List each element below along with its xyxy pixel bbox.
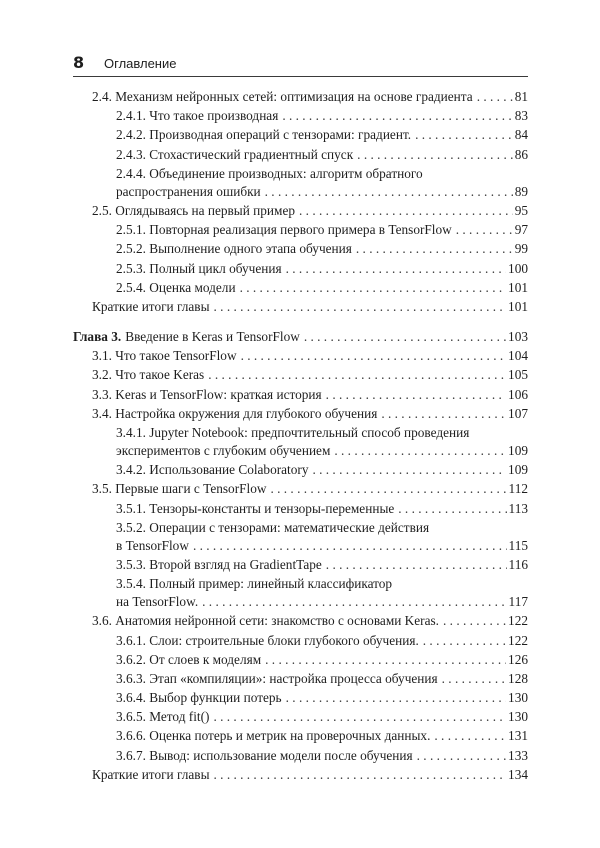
toc-page-number: 101 [508, 279, 528, 295]
dot-leader [286, 260, 506, 278]
toc-page-number: 100 [508, 260, 528, 276]
toc-entry-title: 3.6.5. Метод fit() [116, 709, 210, 725]
toc-entry[interactable] [73, 240, 528, 258]
toc-entry[interactable] [73, 708, 528, 726]
toc-entry[interactable] [73, 689, 528, 707]
toc-page-number: 97 [514, 222, 528, 238]
toc-entry[interactable] [73, 651, 528, 669]
toc-entry[interactable] [73, 461, 528, 479]
toc-entry[interactable] [73, 221, 528, 239]
toc-entry[interactable] [73, 747, 528, 765]
toc-entry[interactable] [73, 727, 528, 745]
dot-leader [415, 126, 513, 144]
dot-leader [202, 593, 506, 611]
toc-entry-title: Краткие итоги главы [92, 298, 210, 314]
toc-entry[interactable] [73, 126, 528, 144]
toc-page-number: 126 [508, 651, 528, 667]
dot-leader [334, 442, 506, 460]
toc-entry-title: 2.4.1. Что такое производная [116, 108, 279, 124]
toc-entry-title: 3.6.7. Вывод: использование модели после обучения [116, 747, 413, 763]
dot-leader [326, 556, 507, 574]
toc-entry[interactable] [73, 279, 528, 297]
dot-leader [442, 670, 506, 688]
dot-leader [456, 221, 513, 239]
toc-entry-title: 3.5. Первые шаги с TensorFlow [92, 481, 267, 497]
toc-page-number: 107 [508, 405, 528, 421]
page-header [73, 52, 528, 77]
dot-leader [208, 366, 506, 384]
table-of-contents [73, 88, 528, 785]
toc-entry-title: Введение в Keras и TensorFlow [125, 329, 300, 345]
toc-entry-title: 2.4. Механизм нейронных сетей: оптимизация на основе градиента [92, 89, 473, 104]
toc-entry-title: 3.1. Что такое TensorFlow [92, 348, 237, 364]
toc-page-number: 84 [514, 127, 528, 143]
toc-page-number: 104 [508, 348, 528, 364]
toc-entry[interactable] [73, 386, 528, 404]
dot-leader [423, 632, 506, 650]
toc-entry-title: Краткие итоги главы [92, 766, 210, 782]
toc-page-number: 112 [508, 481, 528, 497]
toc-entry[interactable] [73, 556, 528, 574]
toc-entry-title: 3.6.3. Этап «компиляции»: настройка процесса обучения [116, 670, 438, 686]
toc-entry[interactable] [73, 632, 528, 650]
toc-entry-title: 2.5.1. Повторная реализация первого примера в TensorFlow [116, 222, 452, 238]
toc-entry[interactable] [73, 260, 528, 278]
dot-leader [214, 298, 507, 316]
toc-entry-title: 3.5.2. Операции с тензорами: математические действия [116, 519, 430, 535]
toc-entry-title: 2.5.3. Полный цикл обучения [116, 260, 282, 276]
toc-page-number: 116 [508, 556, 528, 572]
dot-leader [214, 766, 507, 784]
toc-page-number: 81 [514, 89, 528, 104]
toc-entry-title: 3.3. Keras и TensorFlow: краткая история [92, 386, 322, 402]
toc-entry-title: 3.6.6. Оценка потерь и метрик на проверочных данных. [116, 728, 431, 744]
toc-page-number: 122 [508, 632, 528, 648]
toc-entry-title: 3.6.1. Слои: строительные блоки глубокого обучения. [116, 632, 419, 648]
toc-entry-title: 3.2. Что такое Keras [92, 367, 205, 383]
dot-leader [213, 708, 506, 726]
toc-page-number: 86 [514, 146, 528, 162]
toc-page-number: 133 [508, 747, 528, 763]
dot-leader [299, 202, 513, 220]
toc-page-number: 83 [514, 108, 528, 124]
toc-entry-title: 3.4. Настройка окружения для глубокого обучения [92, 405, 378, 421]
toc-entry-title: 2.4.3. Стохастический градиентный спуск [116, 146, 354, 162]
dot-leader [398, 500, 506, 518]
toc-page-number: 95 [514, 202, 528, 218]
toc-entry[interactable] [73, 165, 528, 201]
toc-entry-title: 3.6.2. От слоев к моделям [116, 651, 262, 667]
toc-entry-title: 3.5.1. Тензоры-константы и тензоры-переменные [116, 500, 395, 516]
dot-leader [270, 480, 506, 498]
toc-entry[interactable] [73, 612, 528, 630]
toc-entry-title: 2.5.2. Выполнение одного этапа обучения [116, 241, 352, 257]
toc-entry[interactable] [73, 146, 528, 164]
toc-entry[interactable] [73, 575, 528, 611]
toc-entry-title: 3.5.4. Полный пример: линейный классификатор [116, 576, 393, 592]
toc-entry[interactable] [73, 107, 528, 125]
dot-leader [286, 689, 506, 707]
dot-leader [443, 612, 506, 630]
toc-page-number: 109 [508, 443, 528, 458]
toc-entry[interactable] [73, 519, 528, 555]
toc-entry-title: 3.6.4. Выбор функции потерь [116, 690, 282, 706]
toc-entry[interactable] [73, 670, 528, 688]
toc-entry[interactable] [73, 480, 528, 498]
toc-page-number: 113 [508, 500, 528, 516]
toc-entry[interactable] [73, 405, 528, 423]
toc-page-number: 106 [508, 386, 528, 402]
dot-leader [241, 347, 506, 365]
toc-page-number: 128 [508, 670, 528, 686]
dot-leader [417, 747, 506, 765]
toc-entry[interactable] [73, 766, 528, 784]
toc-entry[interactable] [73, 500, 528, 518]
dot-leader [381, 405, 506, 423]
toc-page-number: 117 [508, 594, 528, 610]
toc-entry-title: 2.5. Оглядываясь на первый пример [92, 202, 296, 218]
toc-page-number: 109 [508, 462, 528, 478]
toc-page-number: 89 [514, 183, 528, 199]
toc-entry[interactable] [73, 298, 528, 316]
dot-leader [304, 328, 506, 346]
toc-entry[interactable] [73, 424, 528, 460]
dot-leader [312, 461, 506, 479]
dot-leader [356, 240, 513, 258]
dot-leader [282, 107, 512, 125]
toc-page-number: 101 [508, 298, 528, 314]
running-title: Оглавление [104, 56, 177, 71]
chapter-gap [73, 317, 528, 328]
toc-entry-title: 2.4.2. Производная операций с тензорами: градиент. [116, 127, 412, 143]
toc-page-number: 131 [508, 728, 528, 744]
toc-page-number: 122 [508, 613, 528, 629]
toc-entry-title: 3.5.3. Второй взгляд на GradientTape [116, 556, 322, 572]
toc-page-number: 115 [508, 537, 528, 553]
toc-page-number: 103 [508, 329, 528, 345]
dot-leader [326, 386, 506, 404]
toc-entry-title-continuation: на TensorFlow. [116, 594, 199, 610]
toc-entry-title: 3.4.2. Использование Colaboratory [116, 462, 309, 478]
toc-entry-title: 2.5.4. Оценка модели [116, 279, 236, 295]
toc-page-number: 134 [508, 766, 528, 782]
dot-leader [265, 183, 513, 201]
toc-entry-title-continuation: распространения ошибки [116, 183, 261, 199]
dot-leader [357, 146, 513, 164]
toc-entry[interactable] [73, 202, 528, 220]
dot-leader [477, 88, 513, 106]
toc-entry[interactable] [73, 88, 528, 106]
chapter-label: Глава 3. [73, 329, 122, 345]
toc-entry[interactable] [73, 347, 528, 365]
toc-page-number: 130 [508, 690, 528, 706]
toc-entry[interactable] [73, 366, 528, 384]
toc-entry-title: 3.6. Анатомия нейронной сети: знакомство с основами Keras. [92, 613, 440, 629]
dot-leader [265, 651, 506, 669]
dot-leader [193, 537, 507, 555]
toc-page-number: 130 [508, 709, 528, 725]
dot-leader [240, 279, 506, 297]
toc-entry-title-continuation: экспериментов с глубоким обучением [116, 443, 331, 458]
toc-entry-title: 2.4.4. Объединение производных: алгоритм обратного [116, 165, 423, 181]
toc-chapter-entry[interactable] [73, 328, 528, 346]
toc-page-number: 105 [508, 367, 528, 383]
dot-leader [434, 727, 506, 745]
toc-entry-title-continuation: в TensorFlow [116, 537, 189, 553]
toc-entry-title: 3.4.1. Jupyter Notebook: предпочтительный способ проведения [116, 425, 470, 440]
page-number: 8 [73, 53, 85, 72]
toc-page-number: 99 [514, 241, 528, 257]
